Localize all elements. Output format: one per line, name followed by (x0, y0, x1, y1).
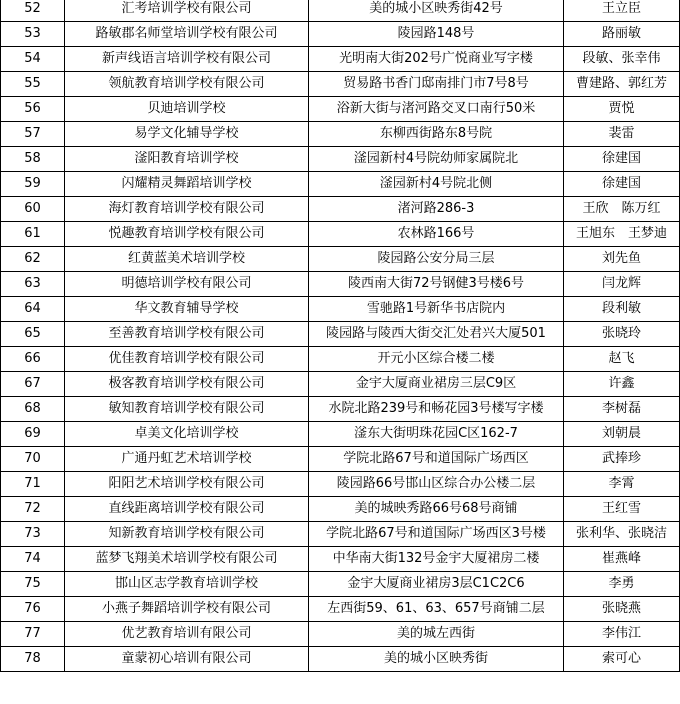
school-name-cell: 知新教育培训学校有限公司 (65, 522, 309, 547)
school-name-cell: 贝迪培训学校 (65, 97, 309, 122)
contact-person-cell: 王红雪 (564, 497, 680, 522)
row-number-cell: 76 (1, 597, 65, 622)
table-row (1, 97, 680, 122)
row-number-cell: 71 (1, 472, 65, 497)
address-cell: 滏东大街明珠花园C区162-7 (309, 422, 564, 447)
table-row (1, 222, 680, 247)
school-name-cell: 蓝梦飞翔美术培训学校有限公司 (65, 547, 309, 572)
school-name-cell: 汇考培训学校有限公司 (65, 0, 309, 22)
school-name-cell: 路敏郡名师堂培训学校有限公司 (65, 22, 309, 47)
school-name-cell: 至善教育培训学校有限公司 (65, 322, 309, 347)
table-row (1, 347, 680, 372)
school-name-cell: 优艺教育培训有限公司 (65, 622, 309, 647)
contact-person-cell: 许鑫 (564, 372, 680, 397)
contact-person-cell: 裴雷 (564, 122, 680, 147)
address-cell: 陵西南大街72号钢健3号楼6号 (309, 272, 564, 297)
row-number-cell: 73 (1, 522, 65, 547)
table-row (1, 47, 680, 72)
row-number-cell: 54 (1, 47, 65, 72)
table-row (1, 397, 680, 422)
table-row (1, 472, 680, 497)
table-row (1, 597, 680, 622)
table-row (1, 197, 680, 222)
address-cell: 渚河路286-3 (309, 197, 564, 222)
contact-person-cell: 李勇 (564, 572, 680, 597)
row-number-cell: 68 (1, 397, 65, 422)
address-cell: 水院北路239号和畅花园3号楼写字楼 (309, 397, 564, 422)
table-row (1, 22, 680, 47)
table-row (1, 247, 680, 272)
table-row (1, 0, 680, 22)
contact-person-cell: 索可心 (564, 647, 680, 672)
row-number-cell: 60 (1, 197, 65, 222)
contact-person-cell: 武捧珍 (564, 447, 680, 472)
school-name-cell: 新声线语言培训学校有限公司 (65, 47, 309, 72)
row-number-cell: 59 (1, 172, 65, 197)
table-row (1, 122, 680, 147)
address-cell: 东柳西街路东8号院 (309, 122, 564, 147)
address-cell: 贸易路书香门邸南排门市7号8号 (309, 72, 564, 97)
table-row (1, 172, 680, 197)
school-name-cell: 闪耀精灵舞蹈培训学校 (65, 172, 309, 197)
school-name-cell: 童蒙初心培训有限公司 (65, 647, 309, 672)
school-name-cell: 小燕子舞蹈培训学校有限公司 (65, 597, 309, 622)
contact-person-cell: 张晓玲 (564, 322, 680, 347)
table-row (1, 522, 680, 547)
contact-person-cell: 王立臣 (564, 0, 680, 22)
address-cell: 浴新大街与渚河路交叉口南行50米 (309, 97, 564, 122)
address-cell: 美的城左西街 (309, 622, 564, 647)
row-number-cell: 69 (1, 422, 65, 447)
contact-person-cell: 徐建国 (564, 172, 680, 197)
contact-person-cell: 崔燕峰 (564, 547, 680, 572)
school-name-cell: 阳阳艺术培训学校有限公司 (65, 472, 309, 497)
contact-person-cell: 张晓燕 (564, 597, 680, 622)
table-row (1, 72, 680, 97)
contact-person-cell: 徐建国 (564, 147, 680, 172)
contact-person-cell: 刘朝晨 (564, 422, 680, 447)
row-number-cell: 72 (1, 497, 65, 522)
school-name-cell: 海灯教育培训学校有限公司 (65, 197, 309, 222)
row-number-cell: 70 (1, 447, 65, 472)
contact-person-cell: 王旭东 王梦迪 (564, 222, 680, 247)
table-row (1, 272, 680, 297)
table-row (1, 547, 680, 572)
row-number-cell: 61 (1, 222, 65, 247)
contact-person-cell: 段敏、张幸伟 (564, 47, 680, 72)
row-number-cell: 78 (1, 647, 65, 672)
row-number-cell: 58 (1, 147, 65, 172)
address-cell: 金宇大厦商业裙房三层C9区 (309, 372, 564, 397)
table-row (1, 647, 680, 672)
school-name-cell: 易学文化辅导学校 (65, 122, 309, 147)
address-cell: 美的城映秀路66号68号商铺 (309, 497, 564, 522)
row-number-cell: 75 (1, 572, 65, 597)
school-name-cell: 卓美文化培训学校 (65, 422, 309, 447)
row-number-cell: 55 (1, 72, 65, 97)
address-cell: 学院北路67号和道国际广场西区3号楼 (309, 522, 564, 547)
contact-person-cell: 刘先鱼 (564, 247, 680, 272)
table-row (1, 372, 680, 397)
row-number-cell: 52 (1, 0, 65, 22)
contact-person-cell: 闫龙辉 (564, 272, 680, 297)
table-row (1, 297, 680, 322)
address-cell: 学院北路67号和道国际广场西区 (309, 447, 564, 472)
address-cell: 农林路166号 (309, 222, 564, 247)
school-name-cell: 领航教育培训学校有限公司 (65, 72, 309, 97)
address-cell: 陵园路148号 (309, 22, 564, 47)
contact-person-cell: 李霄 (564, 472, 680, 497)
address-cell: 金宇大厦商业裙房3层C1C2C6 (309, 572, 564, 597)
table-row (1, 497, 680, 522)
contact-person-cell: 李伟江 (564, 622, 680, 647)
address-cell: 滏园新村4号院幼师家属院北 (309, 147, 564, 172)
row-number-cell: 67 (1, 372, 65, 397)
school-name-cell: 邯山区志学教育培训学校 (65, 572, 309, 597)
row-number-cell: 77 (1, 622, 65, 647)
school-name-cell: 广通丹虹艺术培训学校 (65, 447, 309, 472)
address-cell: 左西街59、61、63、657号商铺二层 (309, 597, 564, 622)
school-name-cell: 滏阳教育培训学校 (65, 147, 309, 172)
contact-person-cell: 张利华、张晓洁 (564, 522, 680, 547)
contact-person-cell: 贾悦 (564, 97, 680, 122)
address-cell: 开元小区综合楼二楼 (309, 347, 564, 372)
address-cell: 美的城小区映秀街42号 (309, 0, 564, 22)
contact-person-cell: 赵飞 (564, 347, 680, 372)
address-cell: 陵园路66号邯山区综合办公楼二层 (309, 472, 564, 497)
contact-person-cell: 王欣 陈万红 (564, 197, 680, 222)
row-number-cell: 64 (1, 297, 65, 322)
row-number-cell: 65 (1, 322, 65, 347)
table-row (1, 322, 680, 347)
school-name-cell: 红黄蓝美术培训学校 (65, 247, 309, 272)
row-number-cell: 56 (1, 97, 65, 122)
school-name-cell: 直线距离培训学校有限公司 (65, 497, 309, 522)
address-cell: 陵园路与陵西大街交汇处君兴大厦501 (309, 322, 564, 347)
table-row (1, 422, 680, 447)
row-number-cell: 62 (1, 247, 65, 272)
row-number-cell: 66 (1, 347, 65, 372)
table-row (1, 572, 680, 597)
address-cell: 雪驰路1号新华书店院内 (309, 297, 564, 322)
school-name-cell: 悦趣教育培训学校有限公司 (65, 222, 309, 247)
school-name-cell: 华文教育辅导学校 (65, 297, 309, 322)
school-name-cell: 优佳教育培训学校有限公司 (65, 347, 309, 372)
address-cell: 滏园新村4号院北侧 (309, 172, 564, 197)
table-row (1, 147, 680, 172)
address-cell: 美的城小区映秀街 (309, 647, 564, 672)
row-number-cell: 57 (1, 122, 65, 147)
table-body (1, 0, 680, 672)
table-row (1, 622, 680, 647)
row-number-cell: 74 (1, 547, 65, 572)
address-cell: 陵园路公安分局三层 (309, 247, 564, 272)
contact-person-cell: 路丽敏 (564, 22, 680, 47)
contact-person-cell: 曹建路、郭红芳 (564, 72, 680, 97)
contact-person-cell: 李树磊 (564, 397, 680, 422)
address-cell: 中华南大街132号金宇大厦裙房二楼 (309, 547, 564, 572)
school-name-cell: 极客教育培训学校有限公司 (65, 372, 309, 397)
row-number-cell: 63 (1, 272, 65, 297)
table-row (1, 447, 680, 472)
contact-person-cell: 段利敏 (564, 297, 680, 322)
address-cell: 光明南大街202号广悦商业写字楼 (309, 47, 564, 72)
row-number-cell: 53 (1, 22, 65, 47)
school-name-cell: 敏知教育培训学校有限公司 (65, 397, 309, 422)
school-name-cell: 明德培训学校有限公司 (65, 272, 309, 297)
